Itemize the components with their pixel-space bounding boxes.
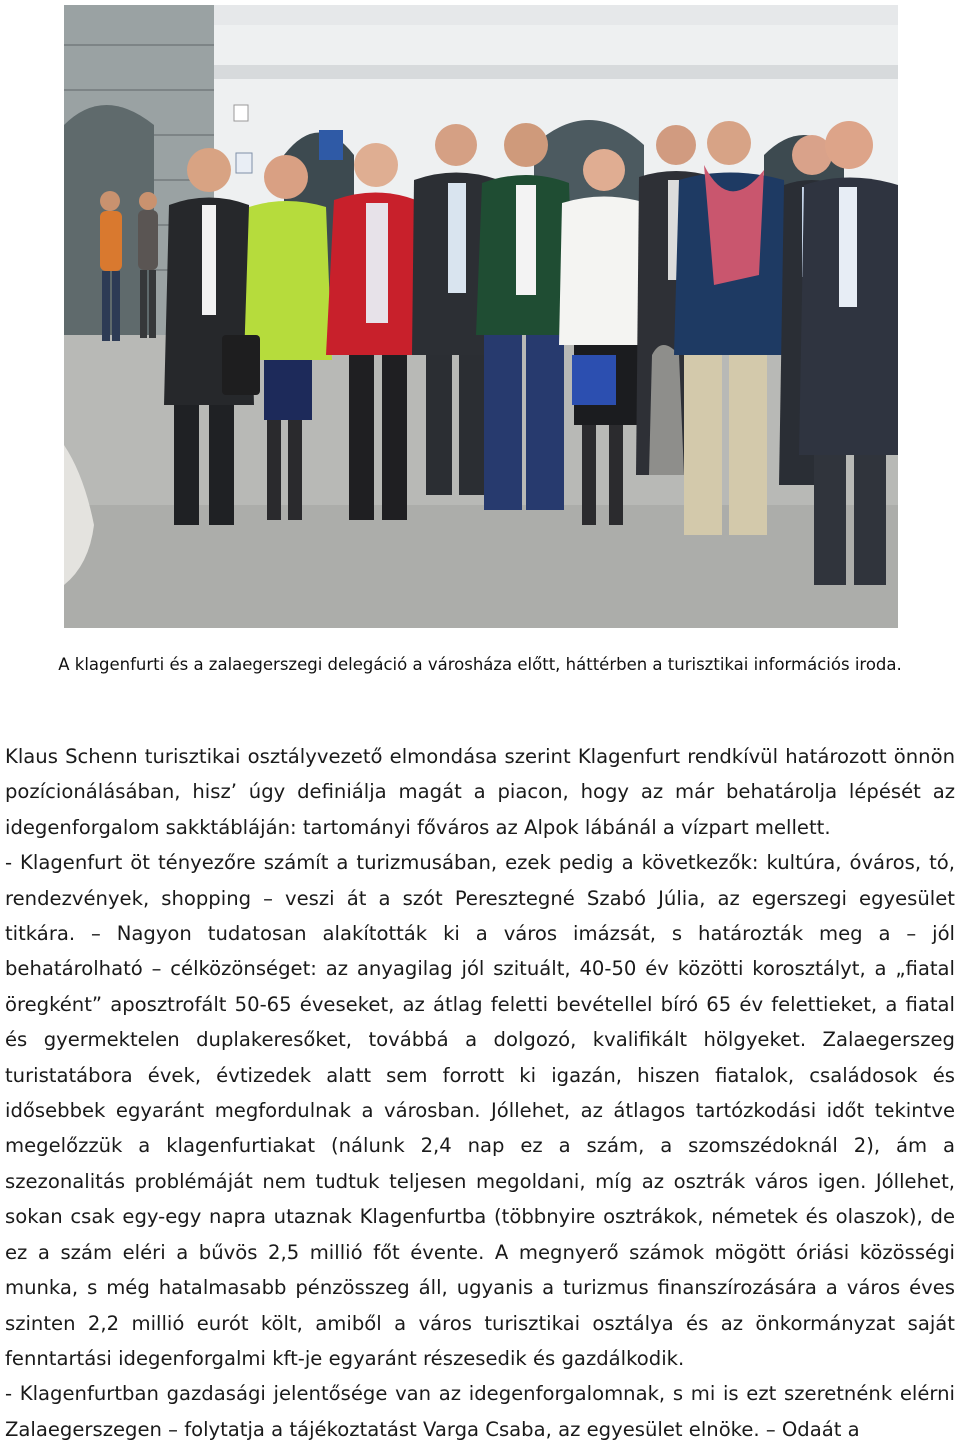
- article-paragraph: - Klagenfurtban gazdasági jelentősége van az idegenforgalomnak, s mi is ezt szeretnénk elérni Zalaegerszegen – folytatja a tájékoztatást Varga Csaba, az egyesület elnöke. – Odaát a: [5, 1382, 955, 1441]
- group-photo-illustration: [64, 5, 898, 628]
- article-paragraph: - Klagenfurt öt tényezőre számít a turizmusában, ezek pedig a következők: kultúra, óváros, tó, rendezvények, shopping – veszi át a szót Peresztegné Szabó Júlia, az egerszegi egyesület titkára. – Nagyon tudatosan alakították ki a város imázsát, s határozták meg a – jól behatárolható – célközönséget: az anyagilag jól szituált, 40-50 év közötti korosztályt, a „fiatal öregként” aposztrofált 50-65 éveseket, az átlag feletti bevétellel bíró 65 év felettieket, a fiatal és gyermektelen duplakeresőket, továbbá a dolgozó, kvalifikált hölgyeket. Zalaegerszeg turistatábora évek, évtizedek alatt sem forrott ki igazán, hiszen fiatalok, családosok és idősebbek egyaránt megfordulnak a városban. Jóllehet, az átlagos tartózkodási időt tekintve megelőzzük a klagenfurtiakat (nálunk 2,4 nap ez a szám, a szomszédoknál 2), ám a szezonalitás problémáját nem tudtuk teljesen megoldani, míg az osztrák város igen. Jóllehet, sokan csak egy-egy napra utaznak Klagenfurtba (többnyire osztrákok, németek és olaszok), de ez a szám eléri a bűvös 2,5 millió főt évente. A megnyerő számok mögött óriási közösségi munka, s még hatalmasabb pénzösszeg áll, ugyanis a turizmus finanszírozására a város éves szinten 2,2 millió eurót költ, amiből a város turisztikai osztálya és az önkormányzat saját fenntartási idegenforgalmi kft-je egyaránt részesedik és gazdálkodik.: [5, 851, 955, 1370]
- photo-caption: A klagenfurti és a zalaegerszegi delegáció a városháza előtt, háttérben a turisztikai információs iroda.: [58, 655, 902, 674]
- article-body: [5, 739, 955, 1445]
- article-paragraph: Klaus Schenn turisztikai osztályvezető elmondása szerint Klagenfurt rendkívül határozott önnön pozícionálásában, hisz’ úgy definiálja magát a piacon, hogy az már behatárolja lépését az idegenforgalom sakktábláján: tartományi főváros az Alpok lábánál a vízpart mellett.: [5, 745, 955, 839]
- group-photo: [64, 5, 898, 628]
